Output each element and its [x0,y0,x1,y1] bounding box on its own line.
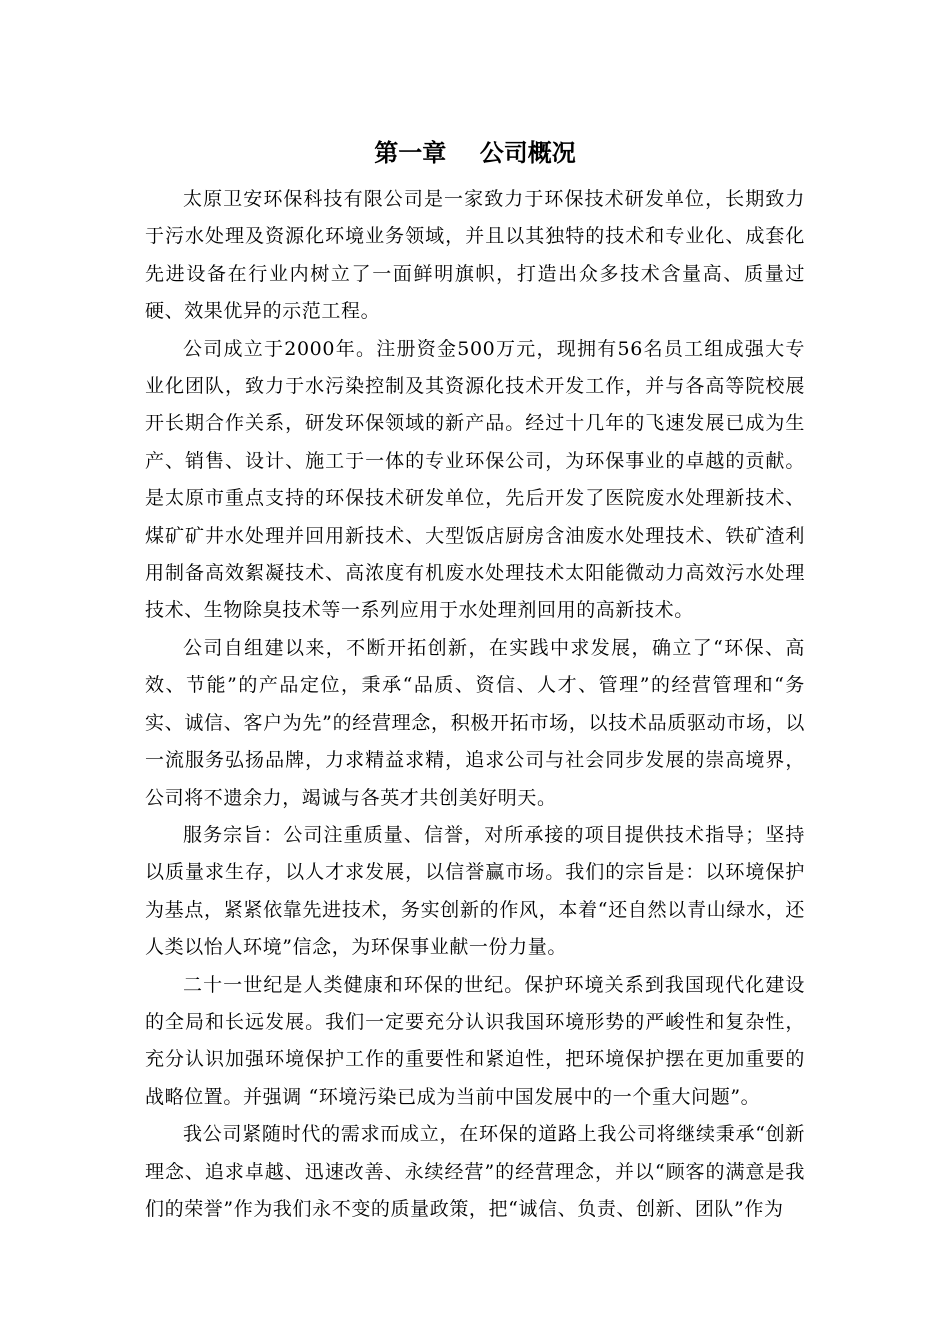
paragraph-policy: 我公司紧随时代的需求而成立，在环保的道路上我公司将继续秉承“创新理念、追求卓越、迅速改善、永续经营”的经营理念，并以“顾客的满意是我们的荣誉”作为我们永不变的质量政策，把“诚信、负责、创新、团队”作为 [145,1123,805,1220]
paragraph-service-tenet: 服务宗旨：公司注重质量、信誉，对所承接的项目提供技术指导；坚持以质量求生存，以人才求发展，以信誉赢市场。我们的宗旨是：以环境保护为基点，紧紧依靠先进技术，务实创新的作风，本着“还自然以青山绿水，还人类以怡人环境”信念，为环保事业献一份力量。 [145,823,805,959]
paragraph-intro: 太原卫安环保科技有限公司是一家致力于环保技术研发单位，长期致力于污水处理及资源化环境业务领域，并且以其独特的技术和专业化、成套化先进设备在行业内树立了一面鲜明旗帜，打造出众多技术含量高、质量过硬、效果优异的示范工程。 [145,188,805,323]
chapter-title: 第一章 公司概况 [374,138,576,167]
body-text [145,181,805,1228]
paragraph-environment: 二十一世纪是人类健康和环保的世纪。保护环境关系到我国现代化建设的全局和长远发展。我们一定要充分认识我国环境形势的严峻性和复杂性，充分认识加强环境保护工作的重要性和紧迫性，把环境保护摆在更加重要的战略位置。并强调 “环境污染已成为当前中国发展中的一个重大问题”。 [145,973,805,1108]
paragraph-history: 公司成立于2000年。注册资金500万元，现拥有56名员工组成强大专业化团队，致力于水污染控制及其资源化技术开发工作，并与各高等院校展开长期合作关系，研发环保领域的新产品。经过十几年的飞速发展已成为生产、销售、设计、施工于一体的专业环保公司，为环保事业的卓越的贡献。是太原市重点支持的环保技术研发单位，先后开发了医院废水处理新技术、煤矿矿井水处理并回用新技术、大型饭店厨房含油废水处理技术、铁矿渣利用制备高效絮凝技术、高浓度有机废水处理技术太阳能微动力高效污水处理技术、生物除臭技术等一系列应用于水处理剂回用的高新技术。 [145,337,805,622]
paragraph-philosophy: 公司自组建以来，不断开拓创新，在实践中求发展，确立了“环保、高效、节能”的产品定位，秉承“品质、资信、人才、管理”的经营管理和“务实、诚信、客户为先”的经营理念，积极开拓市场，以技术品质驱动市场，以一流服务弘扬品牌，力求精益求精，追求公司与社会同步发展的崇高境界，公司将不遗余力，竭诚与各英才共创美好明天。 [145,636,805,809]
